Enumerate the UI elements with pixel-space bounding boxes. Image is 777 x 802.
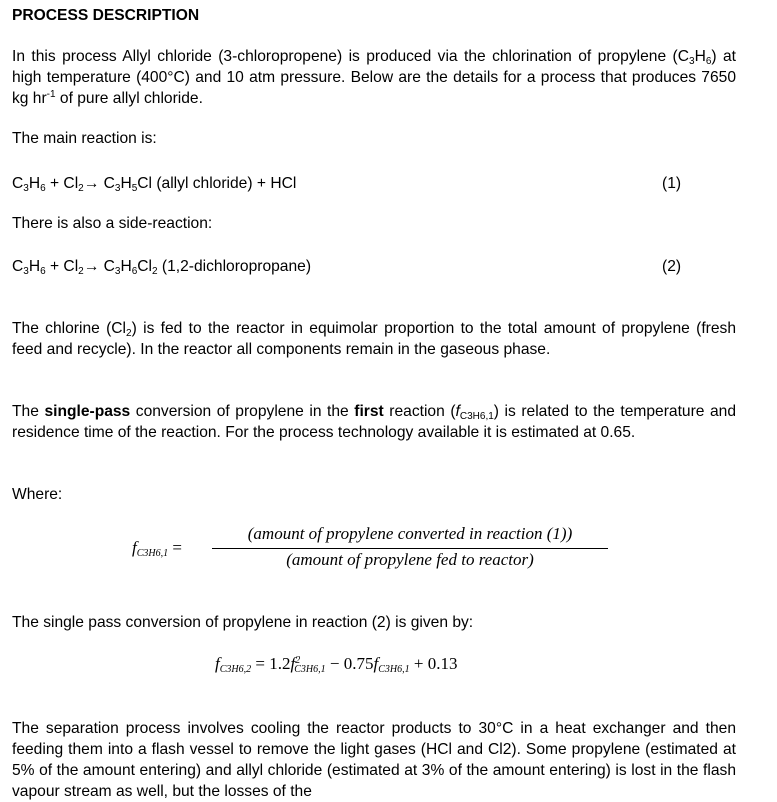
intro-paragraph: In this process Allyl chloride (3-chloropropene) is produced via the chlorination of propylene $(C_3H_6)$ at high temperature (400°C) and 10 atm pressure. Below are the details for a process that produces 7650 kg $hr^{-1}$ of pure allyl chloride. [12, 48, 736, 107]
conversion-correlation: $f_{C3H6,2} = 1.2f^2_{C3H6,1} - 0.75f_{C3H6,1} + 0.13$ [215, 654, 458, 675]
fraction-bar [212, 548, 608, 549]
definition-denominator: (amount of propylene fed to reactor) [286, 550, 534, 569]
single-pass-paragraph: The single-pass conversion of propylene in the first reaction $(f_{C3H6,1})$ is related to the temperature and residence time of the reaction. For the process technology available it is estimated at 0.65. [12, 403, 737, 441]
definition-numerator: (amount of propylene converted in reaction (1)) [247, 524, 573, 543]
reaction-2: $C_3H_6 + Cl_2\to C_3H_6Cl_2$ (1,2-dichloropropane) [12, 258, 312, 277]
reaction-1-number: (1) [662, 175, 682, 192]
chlorine-feed-paragraph: The chlorine $(Cl_2)$ is fed to the reactor in equimolar proportion to the total amount of propylene (fresh feed and recycle). In the reactor all components remain in the gaseous phase. [12, 320, 737, 358]
definition-lhs: $f_{C3H6,1}$ = [132, 538, 182, 559]
reaction-1: $C_3H_6 + Cl_2\to C_3H_5Cl$ (allyl chloride) + HCl [12, 175, 297, 194]
separation-paragraph: The separation process involves cooling the reactor products to 30°C in a heat exchanger and then feeding them into a flash vessel to remove the light gases (HCl and Cl2). Some propylene (estimated at 5% of the amount entering) and allyl chloride (estimated at 3% of the amount entering) is lost in the flash vapour stream as well, but the losses of the [12, 720, 736, 800]
reaction-2-number: (2) [662, 258, 682, 275]
main-reaction-label: The main reaction is: [12, 130, 157, 147]
side-reaction-label: There is also a side-reaction: [12, 215, 213, 232]
where-label: Where: [12, 486, 63, 503]
page-title: PROCESS DESCRIPTION [12, 7, 200, 24]
reaction-2-conversion-label: The single pass conversion of propylene in reaction (2) is given by: [12, 614, 474, 631]
